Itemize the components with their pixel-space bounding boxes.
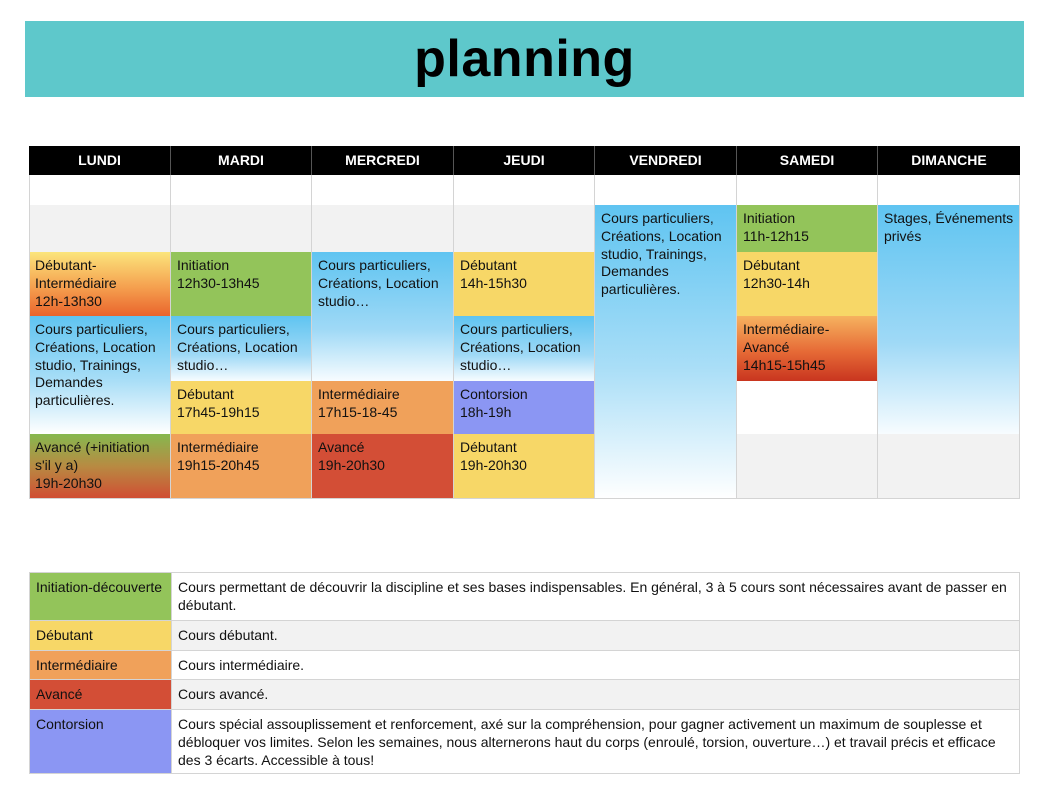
slot-samedi-debutant[interactable] <box>737 252 878 316</box>
slot-mercredi-intermediaire[interactable] <box>312 381 454 434</box>
slot-time: 19h-20h30 <box>460 456 527 473</box>
slot-jeudi-debutant[interactable] <box>454 252 595 316</box>
grid-line <box>311 175 312 499</box>
empty-dimanche-evening <box>878 434 1020 499</box>
legend-level: Initiation-découverte <box>30 573 171 620</box>
slot-mercredi-cours-particuliers[interactable] <box>312 252 454 381</box>
legend-level: Intermédiaire <box>30 651 171 679</box>
slot-label: Intermédiaire <box>318 386 400 402</box>
slot-label: Stages, Événements privés <box>884 210 1014 244</box>
slot-time: 19h-20h30 <box>35 474 102 491</box>
slot-time: 11h-12h15 <box>743 227 809 244</box>
slot-label: Débutant <box>743 257 800 273</box>
slot-time: 19h-20h30 <box>318 456 385 473</box>
slot-mardi-intermediaire[interactable] <box>171 434 312 499</box>
slot-lundi-debutant-intermediaire[interactable] <box>29 252 171 316</box>
slot-mercredi-avance[interactable] <box>312 434 454 499</box>
grid-line <box>29 498 1020 499</box>
slot-label: Débutant <box>177 386 234 402</box>
legend-description: Cours avancé. <box>171 680 1019 709</box>
grid-line <box>1019 175 1020 499</box>
slot-dimanche-stages[interactable] <box>878 205 1020 434</box>
slot-mardi-initiation[interactable] <box>171 252 312 316</box>
slot-time: 18h-19h <box>460 403 512 420</box>
legend-description: Cours permettant de découvrir la discipline et ses bases indispensables. En général, 3 à 5 cours sont nécessaires avant de passer en débutant. <box>171 573 1019 620</box>
empty-grey-row <box>29 205 595 252</box>
slot-jeudi-contorsion[interactable] <box>454 381 595 434</box>
slot-time: 19h15-20h45 <box>177 456 260 473</box>
legend-description: Cours intermédiaire. <box>171 651 1019 679</box>
slot-samedi-intermediaire-avance[interactable] <box>737 316 878 381</box>
day-header-mercredi: MERCREDI <box>312 146 454 175</box>
legend-row <box>30 709 1019 773</box>
legend-row <box>30 679 1019 709</box>
day-header-lundi: LUNDI <box>29 146 171 175</box>
grid-line <box>877 175 878 499</box>
slot-time: 14h15-15h45 <box>743 356 826 373</box>
legend-description: Cours débutant. <box>171 621 1019 650</box>
page-title: planning <box>414 30 635 88</box>
legend-level: Contorsion <box>30 710 171 773</box>
legend-row <box>30 573 1019 620</box>
slot-samedi-initiation[interactable] <box>737 205 878 252</box>
slot-lundi-cours-particuliers[interactable] <box>29 316 171 434</box>
slot-lundi-avance[interactable] <box>29 434 171 499</box>
slot-time: 17h45-19h15 <box>177 403 260 420</box>
day-header-vendredi: VENDREDI <box>595 146 737 175</box>
slot-label: Intermédiaire <box>177 439 259 455</box>
slot-label: Initiation <box>743 210 796 226</box>
slot-mardi-debutant[interactable] <box>171 381 312 434</box>
slot-jeudi-cours-particuliers[interactable] <box>454 316 595 381</box>
grid-line <box>594 175 595 499</box>
grid-line <box>170 175 171 499</box>
empty-samedi-cell <box>737 381 878 434</box>
slot-label: Cours particuliers, Créations, Location studio… <box>177 321 298 373</box>
legend-level: Avancé <box>30 680 171 709</box>
slot-label: Débutant <box>460 257 517 273</box>
slot-time: 17h15-18-45 <box>318 403 398 420</box>
slot-time: 12h-13h30 <box>35 292 102 309</box>
slot-label: Cours particuliers, Créations, Location studio… <box>318 257 439 309</box>
slot-label: Débutant <box>460 439 517 455</box>
day-header-dimanche: DIMANCHE <box>878 146 1020 175</box>
empty-samedi-evening <box>737 434 878 499</box>
slot-label: Contorsion <box>460 386 528 402</box>
slot-vendredi-cours-particuliers[interactable] <box>595 205 737 499</box>
slot-label: Intermédiaire-Avancé <box>743 321 830 355</box>
empty-row <box>29 175 1020 205</box>
day-header-jeudi: JEUDI <box>454 146 595 175</box>
slot-label: Cours particuliers, Créations, Location studio, Trainings, Demandes particulières. <box>35 321 156 409</box>
slot-label: Cours particuliers, Créations, Location studio… <box>460 321 581 373</box>
slot-label: Débutant-Intermédiaire <box>35 257 117 291</box>
slot-jeudi-debutant-soir[interactable] <box>454 434 595 499</box>
slot-mardi-cours-particuliers[interactable] <box>171 316 312 381</box>
grid-line <box>29 175 30 499</box>
legend-row <box>30 620 1019 650</box>
slot-time: 14h-15h30 <box>460 274 527 291</box>
day-header-mardi: MARDI <box>171 146 312 175</box>
slot-label: Cours particuliers, Créations, Location studio, Trainings, Demandes particulières. <box>601 210 722 298</box>
weekly-schedule <box>29 146 1020 499</box>
slot-time: 12h30-14h <box>743 274 810 291</box>
slot-label: Avancé (+initiation s'il y a) <box>35 439 150 473</box>
grid-line <box>736 175 737 499</box>
slot-time: 12h30-13h45 <box>177 274 260 291</box>
legend-row <box>30 650 1019 679</box>
level-legend <box>29 572 1020 774</box>
slot-label: Initiation <box>177 257 230 273</box>
day-header-samedi: SAMEDI <box>737 146 878 175</box>
grid-line <box>453 175 454 499</box>
legend-level: Débutant <box>30 621 171 650</box>
slot-label: Avancé <box>318 439 365 455</box>
title-banner <box>25 21 1024 97</box>
legend-description: Cours spécial assouplissement et renforcement, axé sur la compréhension, pour gagner activement un maximum de souplesse et débloquer vos limites. Selon les semaines, nous alternerons haut du corps (enroulé, torsion, ouverture…) et travail précis et efficace des 3 écarts. Accessible à tous! <box>171 710 1019 773</box>
